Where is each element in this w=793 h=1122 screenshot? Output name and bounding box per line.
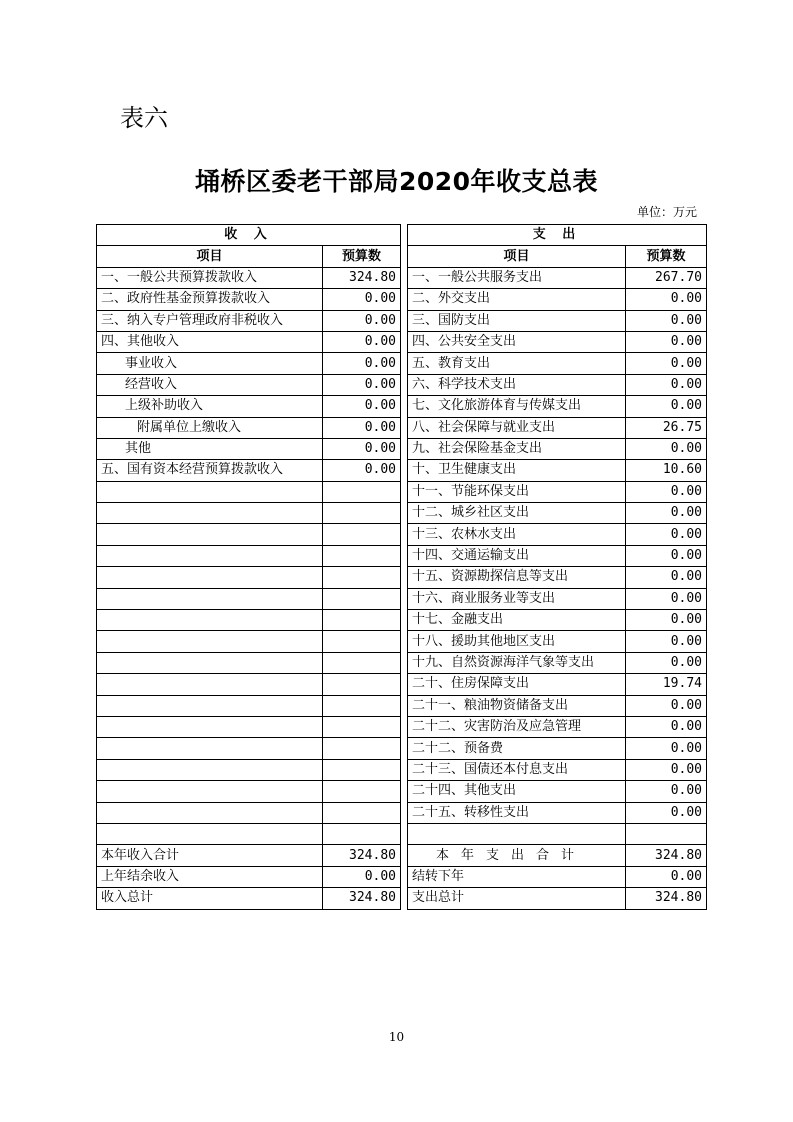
expense-item: 八、社会保障与就业支出	[408, 417, 626, 438]
expense-item: 本年支出合计	[408, 845, 626, 866]
income-item	[97, 524, 323, 545]
expense-value: 0.00	[626, 374, 707, 395]
income-value	[323, 524, 401, 545]
table-label: 表六	[120, 104, 168, 132]
table-row	[97, 460, 707, 481]
expense-value: 0.00	[626, 331, 707, 352]
table-row	[97, 481, 707, 502]
budget-table-body	[97, 225, 707, 910]
expense-item: 二、外交支出	[408, 289, 626, 310]
table-row	[97, 610, 707, 631]
table-row	[97, 759, 707, 780]
income-value: 0.00	[323, 310, 401, 331]
table-row	[97, 267, 707, 288]
expense-item: 四、公共安全支出	[408, 331, 626, 352]
income-value	[323, 588, 401, 609]
expense-item	[408, 823, 626, 844]
income-value: 0.00	[323, 289, 401, 310]
table-row	[97, 716, 707, 737]
income-item: 四、其他收入	[97, 331, 323, 352]
column-gap	[401, 888, 408, 909]
income-item	[97, 631, 323, 652]
column-gap	[401, 503, 408, 524]
income-item: 经营收入	[97, 374, 323, 395]
expense-item: 十四、交通运输支出	[408, 545, 626, 566]
expense-value: 0.00	[626, 289, 707, 310]
income-item: 三、纳入专户管理政府非税收入	[97, 310, 323, 331]
column-gap	[401, 652, 408, 673]
income-value	[323, 503, 401, 524]
expense-value: 0.00	[626, 396, 707, 417]
table-row	[97, 545, 707, 566]
column-gap	[401, 759, 408, 780]
expense-item: 结转下年	[408, 866, 626, 887]
expense-item: 七、文化旅游体育与传媒支出	[408, 396, 626, 417]
column-gap	[401, 353, 408, 374]
table-row	[97, 310, 707, 331]
expense-value: 324.80	[626, 888, 707, 909]
expense-item: 三、国防支出	[408, 310, 626, 331]
income-item	[97, 567, 323, 588]
income-item: 上级补助收入	[97, 396, 323, 417]
table-row	[97, 417, 707, 438]
expense-value: 0.00	[626, 695, 707, 716]
income-value: 0.00	[323, 353, 401, 374]
income-item	[97, 759, 323, 780]
table-row	[97, 631, 707, 652]
income-item	[97, 823, 323, 844]
income-item-header: 项目	[97, 246, 323, 267]
expense-value: 0.00	[626, 503, 707, 524]
expense-value: 0.00	[626, 524, 707, 545]
income-item	[97, 588, 323, 609]
column-gap	[401, 866, 408, 887]
income-value	[323, 823, 401, 844]
expense-value: 0.00	[626, 481, 707, 502]
expense-value: 0.00	[626, 631, 707, 652]
income-item: 本年收入合计	[97, 845, 323, 866]
expense-value: 0.00	[626, 353, 707, 374]
column-gap	[401, 438, 408, 459]
income-value	[323, 695, 401, 716]
expense-item: 二十五、转移性支出	[408, 802, 626, 823]
expense-value: 0.00	[626, 802, 707, 823]
income-value	[323, 781, 401, 802]
income-value: 0.00	[323, 866, 401, 887]
income-item	[97, 781, 323, 802]
income-budget-header: 预算数	[323, 246, 401, 267]
column-gap	[401, 310, 408, 331]
income-value	[323, 716, 401, 737]
column-gap	[401, 716, 408, 737]
column-header-row	[97, 246, 707, 267]
income-value	[323, 631, 401, 652]
column-gap	[401, 417, 408, 438]
expense-value: 0.00	[626, 588, 707, 609]
income-value	[323, 481, 401, 502]
expense-item: 二十、住房保障支出	[408, 674, 626, 695]
table-row	[97, 588, 707, 609]
table-row	[97, 396, 707, 417]
expense-item: 十七、金融支出	[408, 610, 626, 631]
column-gap	[401, 396, 408, 417]
income-item: 上年结余收入	[97, 866, 323, 887]
income-value	[323, 674, 401, 695]
income-value: 0.00	[323, 331, 401, 352]
income-item: 二、政府性基金预算拨款收入	[97, 289, 323, 310]
income-item: 附属单位上缴收入	[97, 417, 323, 438]
column-gap	[401, 567, 408, 588]
income-item: 其他	[97, 438, 323, 459]
expense-item: 十三、农林水支出	[408, 524, 626, 545]
income-value	[323, 610, 401, 631]
expense-value: 0.00	[626, 716, 707, 737]
income-value	[323, 652, 401, 673]
table-row	[97, 674, 707, 695]
table-row	[97, 781, 707, 802]
expense-value: 0.00	[626, 652, 707, 673]
expense-value: 0.00	[626, 781, 707, 802]
income-value: 0.00	[323, 374, 401, 395]
expense-item: 九、社会保险基金支出	[408, 438, 626, 459]
expense-item: 十一、节能环保支出	[408, 481, 626, 502]
budget-table	[96, 224, 707, 910]
expense-budget-header: 预算数	[626, 246, 707, 267]
column-gap	[401, 481, 408, 502]
table-row	[97, 289, 707, 310]
income-value: 0.00	[323, 396, 401, 417]
column-gap	[401, 588, 408, 609]
expense-value: 0.00	[626, 310, 707, 331]
expense-value: 0.00	[626, 567, 707, 588]
expense-value: 19.74	[626, 674, 707, 695]
income-item	[97, 716, 323, 737]
income-value: 0.00	[323, 417, 401, 438]
expense-item: 十六、商业服务业等支出	[408, 588, 626, 609]
income-item	[97, 481, 323, 502]
table-row	[97, 438, 707, 459]
table-row	[97, 845, 707, 866]
expense-item: 十八、援助其他地区支出	[408, 631, 626, 652]
column-gap	[401, 823, 408, 844]
column-gap	[401, 246, 408, 267]
expense-item: 一、一般公共服务支出	[408, 267, 626, 288]
table-row	[97, 652, 707, 673]
column-gap	[401, 331, 408, 352]
income-item: 事业收入	[97, 353, 323, 374]
income-item	[97, 652, 323, 673]
table-row	[97, 738, 707, 759]
expense-value: 0.00	[626, 610, 707, 631]
income-item	[97, 695, 323, 716]
column-gap	[401, 374, 408, 395]
table-row	[97, 823, 707, 844]
column-gap	[401, 802, 408, 823]
expense-value: 0.00	[626, 866, 707, 887]
income-value: 324.80	[323, 888, 401, 909]
income-item	[97, 545, 323, 566]
table-row	[97, 695, 707, 716]
column-gap	[401, 674, 408, 695]
expense-item: 十九、自然资源海洋气象等支出	[408, 652, 626, 673]
income-value: 324.80	[323, 267, 401, 288]
income-value: 0.00	[323, 460, 401, 481]
income-section-header: 收 入	[97, 225, 401, 246]
table-row	[97, 888, 707, 909]
income-value	[323, 567, 401, 588]
table-row	[97, 503, 707, 524]
column-gap	[401, 781, 408, 802]
expense-value: 0.00	[626, 738, 707, 759]
expense-value: 26.75	[626, 417, 707, 438]
expense-item: 十二、城乡社区支出	[408, 503, 626, 524]
expense-value: 0.00	[626, 759, 707, 780]
income-value	[323, 759, 401, 780]
expense-item-header: 项目	[408, 246, 626, 267]
table-row	[97, 353, 707, 374]
table-row	[97, 374, 707, 395]
table-row	[97, 802, 707, 823]
expense-item: 二十一、粮油物资储备支出	[408, 695, 626, 716]
column-gap	[401, 545, 408, 566]
expense-item: 二十二、灾害防治及应急管理	[408, 716, 626, 737]
column-gap	[401, 289, 408, 310]
table-row	[97, 866, 707, 887]
income-value	[323, 738, 401, 759]
expense-section-header: 支 出	[408, 225, 707, 246]
income-item	[97, 610, 323, 631]
expense-item: 二十二、预备费	[408, 738, 626, 759]
income-value	[323, 545, 401, 566]
income-item: 五、国有资本经营预算拨款收入	[97, 460, 323, 481]
column-gap	[401, 460, 408, 481]
expense-value: 10.60	[626, 460, 707, 481]
expense-value: 0.00	[626, 438, 707, 459]
income-item	[97, 802, 323, 823]
income-value	[323, 802, 401, 823]
income-item: 收入总计	[97, 888, 323, 909]
income-value: 324.80	[323, 845, 401, 866]
column-gap	[401, 631, 408, 652]
table-row	[97, 567, 707, 588]
expense-value	[626, 823, 707, 844]
page-title: 埇桥区委老干部局2020年收支总表	[194, 167, 599, 196]
column-gap	[401, 225, 408, 246]
expense-item: 十五、资源勘探信息等支出	[408, 567, 626, 588]
income-item	[97, 503, 323, 524]
expense-item: 二十三、国债还本付息支出	[408, 759, 626, 780]
page-number: 10	[388, 1030, 405, 1044]
table-row	[97, 331, 707, 352]
expense-value: 267.70	[626, 267, 707, 288]
expense-item: 十、卫生健康支出	[408, 460, 626, 481]
unit-label: 单位：万元	[636, 205, 697, 219]
column-gap	[401, 738, 408, 759]
column-gap	[401, 610, 408, 631]
expense-item: 二十四、其他支出	[408, 781, 626, 802]
income-item: 一、一般公共预算拨款收入	[97, 267, 323, 288]
column-gap	[401, 845, 408, 866]
section-header-row	[97, 225, 707, 246]
expense-value: 0.00	[626, 545, 707, 566]
income-item	[97, 738, 323, 759]
income-item	[97, 674, 323, 695]
expense-value: 324.80	[626, 845, 707, 866]
table-row	[97, 524, 707, 545]
expense-item: 六、科学技术支出	[408, 374, 626, 395]
column-gap	[401, 267, 408, 288]
column-gap	[401, 695, 408, 716]
column-gap	[401, 524, 408, 545]
expense-item: 五、教育支出	[408, 353, 626, 374]
income-value: 0.00	[323, 438, 401, 459]
expense-item: 支出总计	[408, 888, 626, 909]
